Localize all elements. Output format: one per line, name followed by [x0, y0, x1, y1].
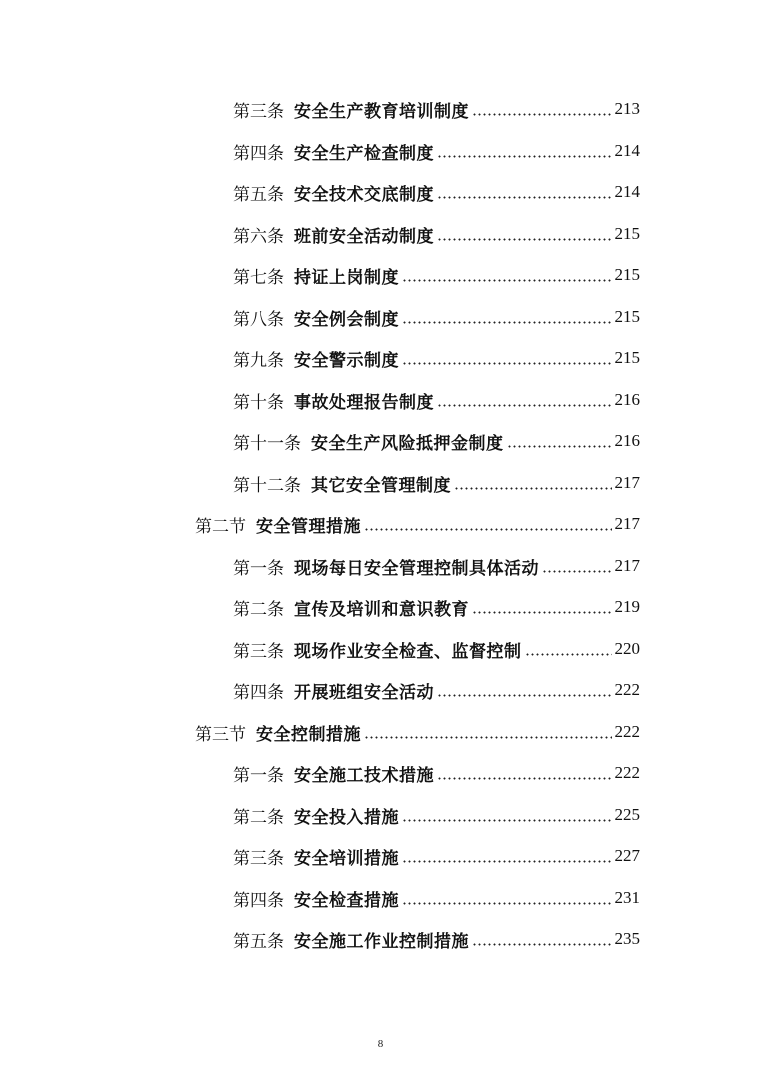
entry-number: 第五条 [233, 184, 284, 205]
dot-leader [402, 819, 612, 822]
entry-page-number: 222 [614, 680, 640, 699]
entry-number: 第一条 [233, 765, 284, 786]
entry-title: 安全检查措施 [294, 890, 399, 911]
dot-leader [472, 113, 612, 116]
entry-title: 安全投入措施 [294, 807, 399, 828]
dot-leader [402, 279, 612, 282]
toc-article-entry[interactable] [233, 760, 640, 786]
dot-leader [364, 528, 612, 531]
entry-page-number: 213 [614, 99, 640, 118]
entry-number: 第三条 [233, 641, 284, 662]
entry-page-number: 214 [614, 182, 640, 201]
dot-leader [364, 736, 612, 739]
toc-article-entry[interactable] [233, 179, 640, 205]
entry-number: 第七条 [233, 267, 284, 288]
entry-page-number: 217 [614, 514, 640, 533]
entry-number: 第二节 [195, 516, 246, 537]
entry-title: 安全例会制度 [294, 309, 399, 330]
toc-article-entry[interactable] [233, 345, 640, 371]
toc-section-entry[interactable] [195, 511, 640, 537]
toc-article-entry[interactable] [233, 594, 640, 620]
entry-number: 第五条 [233, 931, 284, 952]
dot-leader [507, 445, 612, 448]
entry-title: 班前安全活动制度 [294, 226, 434, 247]
dot-leader [525, 653, 612, 656]
entry-title: 安全技术交底制度 [294, 184, 434, 205]
dot-leader [437, 238, 612, 241]
dot-leader [437, 404, 612, 407]
dot-leader [402, 321, 612, 324]
entry-title: 安全生产教育培训制度 [294, 101, 469, 122]
entry-number: 第二条 [233, 807, 284, 828]
dot-leader [437, 155, 612, 158]
entry-number: 第十一条 [233, 433, 301, 454]
entry-page-number: 215 [614, 307, 640, 326]
toc-article-entry[interactable] [233, 677, 640, 703]
entry-number: 第四条 [233, 143, 284, 164]
entry-page-number: 215 [614, 348, 640, 367]
entry-page-number: 219 [614, 597, 640, 616]
entry-number: 第八条 [233, 309, 284, 330]
dot-leader [454, 487, 612, 490]
entry-title: 持证上岗制度 [294, 267, 399, 288]
page-number: 8 [377, 1038, 384, 1050]
toc-article-entry[interactable] [233, 96, 640, 122]
entry-title: 现场每日安全管理控制具体活动 [294, 558, 539, 579]
entry-number: 第三条 [233, 848, 284, 869]
entry-title: 安全警示制度 [294, 350, 399, 371]
entry-number: 第二条 [233, 599, 284, 620]
toc-section-entry[interactable] [195, 719, 640, 745]
toc-article-entry[interactable] [233, 843, 640, 869]
entry-page-number: 215 [614, 265, 640, 284]
dot-leader [542, 570, 612, 573]
entry-title: 安全施工技术措施 [294, 765, 434, 786]
entry-title: 现场作业安全检查、监督控制 [294, 641, 522, 662]
entry-title: 安全生产检查制度 [294, 143, 434, 164]
dot-leader [472, 943, 612, 946]
entry-page-number: 222 [614, 722, 640, 741]
toc-article-entry[interactable] [233, 428, 640, 454]
entry-page-number: 216 [614, 431, 640, 450]
entry-title: 安全生产风险抵押金制度 [311, 433, 504, 454]
entry-title: 安全控制措施 [256, 724, 361, 745]
toc-article-entry[interactable] [233, 221, 640, 247]
entry-title: 安全施工作业控制措施 [294, 931, 469, 952]
entry-number: 第九条 [233, 350, 284, 371]
entry-number: 第四条 [233, 682, 284, 703]
dot-leader [437, 777, 612, 780]
entry-number: 第三节 [195, 724, 246, 745]
entry-number: 第六条 [233, 226, 284, 247]
dot-leader [402, 860, 612, 863]
dot-leader [437, 694, 612, 697]
entry-title: 安全培训措施 [294, 848, 399, 869]
toc-article-entry[interactable] [233, 262, 640, 288]
toc-article-entry[interactable] [233, 926, 640, 952]
entry-number: 第四条 [233, 890, 284, 911]
entry-number: 第十条 [233, 392, 284, 413]
entry-page-number: 222 [614, 763, 640, 782]
entry-page-number: 214 [614, 141, 640, 160]
entry-number: 第三条 [233, 101, 284, 122]
toc-article-entry[interactable] [233, 553, 640, 579]
entry-title: 其它安全管理制度 [311, 475, 451, 496]
entry-page-number: 215 [614, 224, 640, 243]
entry-title: 开展班组安全活动 [294, 682, 434, 703]
entry-page-number: 217 [614, 556, 640, 575]
entry-title: 安全管理措施 [256, 516, 361, 537]
toc-article-entry[interactable] [233, 802, 640, 828]
entry-page-number: 235 [614, 929, 640, 948]
toc-article-entry[interactable] [233, 885, 640, 911]
entry-title: 宣传及培训和意识教育 [294, 599, 469, 620]
entry-page-number: 231 [614, 888, 640, 907]
dot-leader [402, 362, 612, 365]
entry-page-number: 216 [614, 390, 640, 409]
dot-leader [402, 902, 612, 905]
entry-page-number: 225 [614, 805, 640, 824]
entry-number: 第十二条 [233, 475, 301, 496]
toc-article-entry[interactable] [233, 304, 640, 330]
entry-page-number: 217 [614, 473, 640, 492]
entry-number: 第一条 [233, 558, 284, 579]
toc-article-entry[interactable] [233, 138, 640, 164]
entry-title: 事故处理报告制度 [294, 392, 434, 413]
toc-article-entry[interactable] [233, 387, 640, 413]
dot-leader [437, 196, 612, 199]
entry-page-number: 227 [614, 846, 640, 865]
toc-article-entry[interactable] [233, 470, 640, 496]
entry-page-number: 220 [614, 639, 640, 658]
toc-article-entry[interactable] [233, 636, 640, 662]
dot-leader [472, 611, 612, 614]
